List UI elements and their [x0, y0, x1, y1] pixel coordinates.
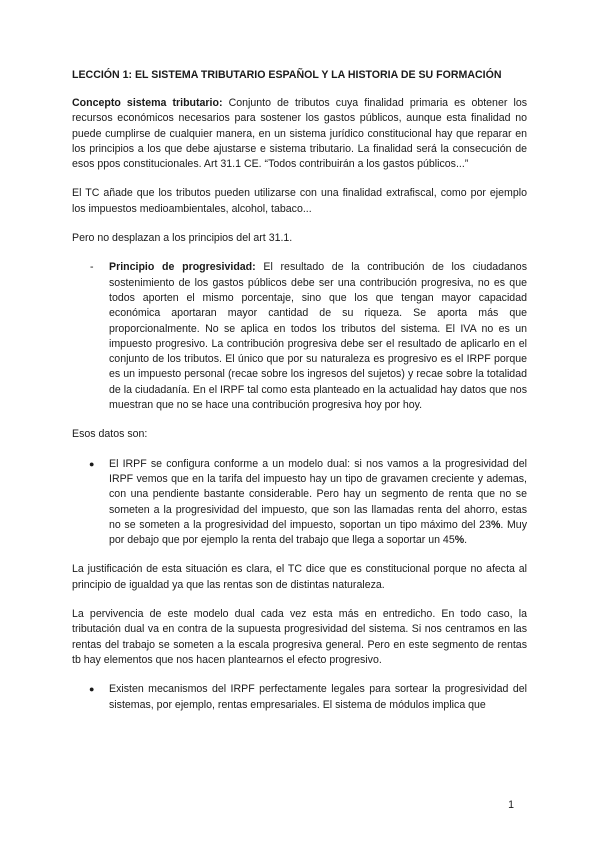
data-list	[72, 457, 527, 549]
page-number: 1	[508, 799, 514, 811]
lesson-title: LECCIÓN 1: EL SISTEMA TRIBUTARIO ESPAÑOL Y LA HISTORIA DE SU FORMACIÓN	[72, 69, 502, 81]
bullet-marker: ●	[89, 684, 95, 695]
irpf-text-c: .	[464, 534, 468, 547]
principles-list	[72, 260, 527, 413]
list-item-mechanisms	[72, 682, 527, 713]
dash-marker: -	[90, 261, 94, 274]
paragraph-concept	[72, 96, 527, 172]
mechanisms-list	[72, 682, 527, 713]
document-page	[72, 68, 527, 727]
irpf-pct-45: %	[454, 534, 465, 547]
irpf-text-a: El IRPF se configura conforme a un modelo dual: si nos vamos a la progresividad del IRPF vemos que en la tarifa del impuesto hay un tipo de gravamen creciente y ademas, con una pendiente bastante considerable. Pero hay un segmento de renta que no se someten a la progresividad del impuesto, que son las llamadas renta del ahorro, estas no se someten a la progresividad del impuesto, soportan un tipo máximo del 23	[109, 457, 527, 531]
mechanisms-text: Existen mecanismos del IRPF perfectamente legales para sortear la progresividad del sistemas, por ejemplo, rentas empresariales. El sistema de módulos implica que	[109, 683, 527, 711]
paragraph-tc-extrafiscal: El TC añade que los tributos pueden utilizarse con una finalidad extrafiscal, como por ejemplo los impuestos medioambientales, alcohol, tabaco...	[72, 187, 527, 215]
paragraph-justification: La justificación de esta situación es clara, el TC dice que es constitucional porque no afecta al principio de igualdad ya que las rentas son de distintas naturaleza.	[72, 563, 527, 591]
paragraph-data-intro: Esos datos son:	[72, 428, 148, 441]
concept-text: Conjunto de tributos cuya finalidad primaria es obtener los recursos económicos necesarios para sostener los gastos públicos, aunque esta finalidad no puede cumplirse de cualquier manera, en un sistema jurídico constitucional hay que reparar en los principios a los que debe ajustarse e sistema tributario. La finalidad será la consecución de esos ppos constitucionales. Art 31.1 CE. “Todos contribuirán a los gastos públicos...”	[72, 97, 528, 171]
progresividad-text: El resultado de la contribución de los ciudadanos sostenimiento de los gastos públicos debe ser una contribución progresiva, no es que todos aporten el mismo porcentaje, sino que los que tengan mayor capacidad económica aportaran mayor cantidad de su riqueza. Se aporta más que proporcionalmente. No se aplica en todos los tributos del sistema. El IVA no es un impuesto progresivo. La contribución progresiva debe ser el resultado de aplicarlo en el conjunto de los tributos. El único que por su naturaleza es progresivo es el IRPF porque es un impuesto personal (recae sobre los ingresos del sujetos) y recae sobre la totalidad de la ciudadanía. En el IRPF tal como esta planteado en la actualidad hay datos que nos muestran que no se hace una contribución progresiva hoy por hoy.	[109, 261, 527, 412]
bullet-marker: ●	[89, 458, 95, 469]
paragraph-dual-model: La pervivencia de este modelo dual cada vez esta más en entredicho. En todo caso, la tributación dual va en contra de la supuesta progresividad del sistema. Si nos centramos en las rentas del trabajo se someten a la escala progresiva general. Pero en este segmento de rentas tb hay elementos que nos hacen plantearnos el efecto progresivo.	[72, 608, 527, 666]
paragraph-art-31: Pero no desplazan a los principios del art 31.1.	[72, 232, 293, 245]
list-item-irpf-dual	[72, 457, 527, 549]
concept-label: Concepto sistema tributario:	[72, 97, 223, 109]
progresividad-label: Principio de progresividad:	[109, 261, 256, 274]
irpf-text-b: . Muy por debajo que por ejemplo la renta del trabajo que llega a soportar un 45	[109, 518, 527, 547]
irpf-pct-23: %	[490, 518, 501, 531]
list-item-progresividad	[72, 260, 527, 413]
